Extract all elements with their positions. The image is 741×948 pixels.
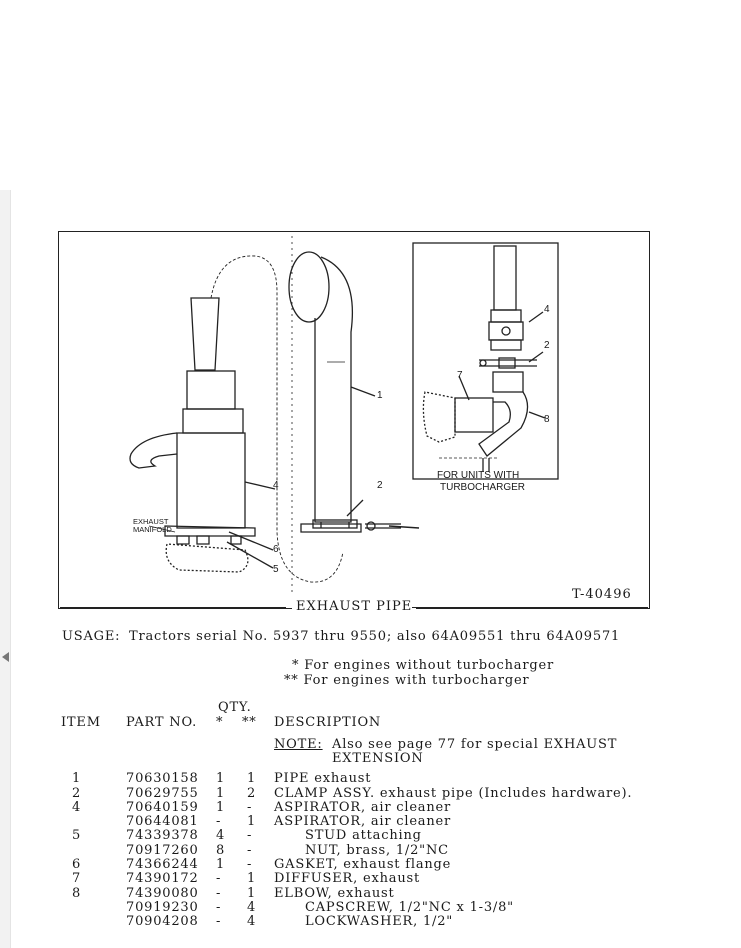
row-qty2: - <box>247 828 253 843</box>
row-qty1: - <box>216 886 222 901</box>
inset-caption-line1: FOR UNITS WITH <box>437 470 520 481</box>
row-description: DIFFUSER, exhaust <box>274 871 421 886</box>
row-part-no: 70644081 <box>126 814 199 829</box>
row-qty1: - <box>216 814 222 829</box>
row-qty1: 1 <box>216 800 226 815</box>
row-description: CLAMP ASSY. exhaust pipe (Includes hardware). <box>274 786 633 801</box>
inset-caption-line2: TURBOCHARGER <box>440 482 526 493</box>
note-line2: EXTENSION <box>332 751 424 766</box>
header-description: DESCRIPTION <box>274 715 382 730</box>
row-part-no: 70919230 <box>126 900 199 915</box>
usage-label: USAGE: <box>62 629 121 644</box>
row-qty2: 1 <box>247 771 257 786</box>
row-qty2: 4 <box>247 900 257 915</box>
caption-rule-right <box>412 607 648 608</box>
table-row <box>0 814 741 828</box>
row-qty2: 2 <box>247 786 257 801</box>
qty-heading: QTY. <box>218 700 252 715</box>
aspirator-funnel <box>191 298 219 370</box>
header-part-no: PART NO. <box>126 715 198 730</box>
row-qty2: 1 <box>247 814 257 829</box>
usage-text: Tractors serial No. 5937 thru 9550; also 64A09551 thru 64A09571 <box>129 629 621 644</box>
callout-4: 4 <box>273 480 279 491</box>
row-description: ELBOW, exhaust <box>274 886 395 901</box>
table-row <box>0 857 741 871</box>
row-part-no: 74366244 <box>126 857 199 872</box>
exhaust-manifold-label: EXHAUST <box>133 517 169 526</box>
callout-2: 2 <box>377 480 383 491</box>
row-description: ASPIRATOR, air cleaner <box>274 814 452 829</box>
figure-caption: EXHAUST PIPE <box>292 599 416 614</box>
row-item: 6 <box>72 857 82 872</box>
exhaust-diagram <box>59 232 651 610</box>
table-row <box>0 886 741 900</box>
row-part-no: 74390080 <box>126 886 199 901</box>
note-label: NOTE: <box>274 737 323 752</box>
table-row <box>0 900 741 914</box>
caption-rule-left <box>60 607 286 608</box>
row-description: PIPE exhaust <box>274 771 372 786</box>
callout-8: 8 <box>544 414 550 425</box>
callout-5: 5 <box>273 564 279 575</box>
aspirator-body <box>187 371 235 409</box>
table-row <box>0 771 741 785</box>
table-row <box>0 800 741 814</box>
row-part-no: 70640159 <box>126 800 199 815</box>
inset-callout-2: 2 <box>544 340 550 351</box>
aspirator-base <box>177 433 245 528</box>
inset-callout-4: 4 <box>544 304 550 315</box>
row-qty1: - <box>216 871 222 886</box>
row-qty1: 1 <box>216 857 226 872</box>
row-part-no: 70629755 <box>126 786 199 801</box>
row-description: ASPIRATOR, air cleaner <box>274 800 452 815</box>
row-qty2: 1 <box>247 886 257 901</box>
row-qty1: 1 <box>216 771 226 786</box>
row-item: 1 <box>72 771 82 786</box>
row-part-no: 70630158 <box>126 771 199 786</box>
row-qty2: - <box>247 843 253 858</box>
row-item: 5 <box>72 828 82 843</box>
row-qty2: - <box>247 800 253 815</box>
row-qty1: - <box>216 900 222 915</box>
row-qty1: 8 <box>216 843 226 858</box>
row-description: GASKET, exhaust flange <box>274 857 452 872</box>
row-item: 8 <box>72 886 82 901</box>
figure-number: T-40496 <box>572 587 632 602</box>
callout-1: 1 <box>377 390 383 401</box>
row-description: CAPSCREW, 1/2"NC x 1-3/8" <box>305 900 514 915</box>
row-description: STUD attaching <box>305 828 422 843</box>
table-row <box>0 843 741 857</box>
row-qty1: - <box>216 914 222 929</box>
scan-edge-arrow <box>2 652 9 662</box>
legend-single-star: * For engines without turbocharger <box>292 658 554 673</box>
header-qty-star: * <box>216 715 224 730</box>
row-item: 7 <box>72 871 82 886</box>
exhaust-pipe-figure <box>58 231 650 609</box>
inset-aspirator-tube <box>494 246 516 310</box>
row-description: LOCKWASHER, 1/2" <box>305 914 454 929</box>
row-qty2: - <box>247 857 253 872</box>
exhaust-manifold-label-2: MANIFOLD <box>133 525 172 534</box>
legend-double-star: ** For engines with turbocharger <box>284 673 530 688</box>
row-qty1: 1 <box>216 786 226 801</box>
table-row <box>0 828 741 842</box>
callout-7: 7 <box>457 370 463 381</box>
row-part-no: 74390172 <box>126 871 199 886</box>
header-qty-double-star: ** <box>242 715 257 730</box>
row-qty2: 4 <box>247 914 257 929</box>
header-item: ITEM <box>61 715 101 730</box>
exhaust-pipe-top <box>289 252 329 322</box>
row-item: 4 <box>72 800 82 815</box>
callout-6: 6 <box>273 544 279 555</box>
inset-diffuser <box>455 398 493 432</box>
table-row <box>0 871 741 885</box>
row-description: NUT, brass, 1/2"NC <box>305 843 449 858</box>
table-row <box>0 786 741 800</box>
row-qty2: 1 <box>247 871 257 886</box>
note-line1: Also see page 77 for special EXHAUST <box>332 737 618 752</box>
row-part-no: 70904208 <box>126 914 199 929</box>
row-qty1: 4 <box>216 828 226 843</box>
row-part-no: 70917260 <box>126 843 199 858</box>
row-part-no: 74339378 <box>126 828 199 843</box>
row-item: 2 <box>72 786 82 801</box>
table-row <box>0 914 741 928</box>
